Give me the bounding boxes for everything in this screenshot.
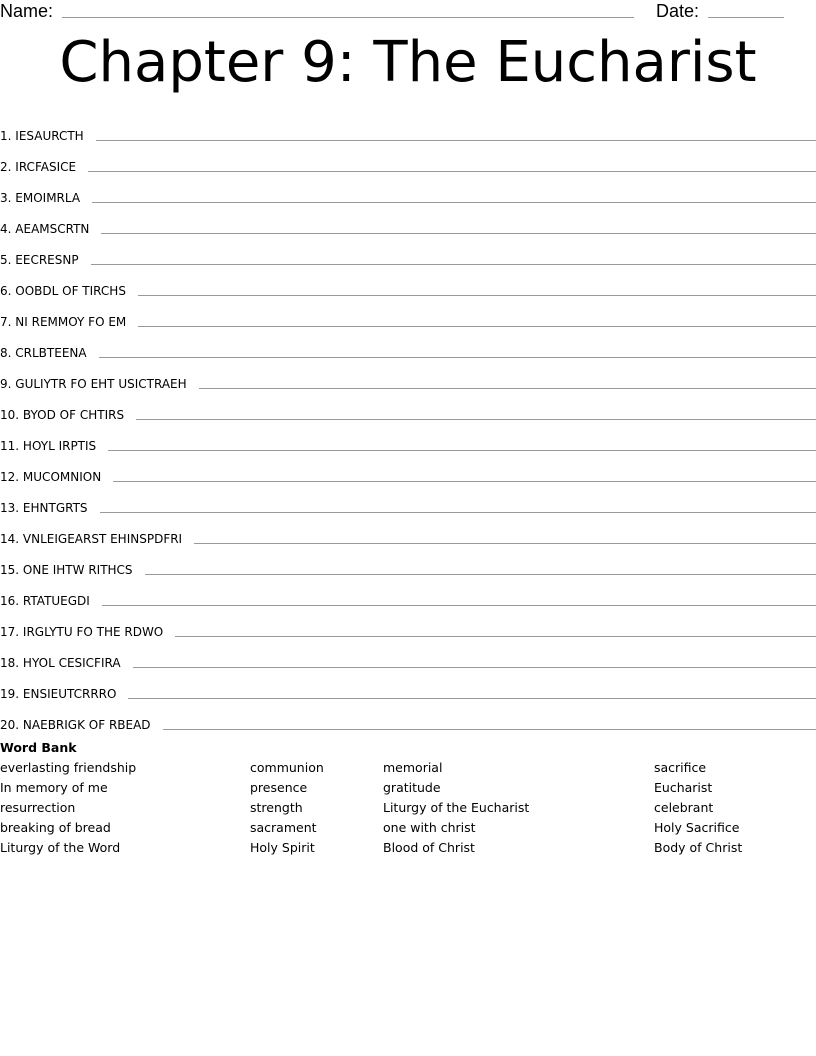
- question-row: [0, 205, 816, 236]
- name-label: Name:: [0, 1, 54, 21]
- question-number: 16.: [0, 594, 20, 608]
- answer-line[interactable]: [100, 511, 816, 513]
- question-number: 15.: [0, 563, 20, 577]
- word-bank-item: Holy Spirit: [250, 840, 315, 855]
- answer-line[interactable]: [91, 263, 816, 265]
- scrambled-word: HYOL CESICFIRA: [22, 656, 121, 670]
- question-row: [0, 391, 816, 422]
- question-number: 7.: [0, 315, 12, 329]
- question-row: [0, 484, 816, 515]
- word-bank-title: Word Bank: [0, 740, 77, 755]
- question-row: [0, 112, 816, 143]
- question-row: [0, 143, 816, 174]
- word-bank-item: communion: [250, 760, 324, 775]
- question-row: [0, 515, 816, 546]
- question-row: [0, 267, 816, 298]
- scrambled-word: BYOD OF CHTIRS: [22, 408, 125, 422]
- scrambled-word: EECRESNP: [15, 253, 79, 267]
- answer-line[interactable]: [145, 573, 816, 575]
- question-row: [0, 577, 816, 608]
- word-bank-item: Body of Christ: [654, 840, 743, 855]
- scrambled-word: GULIYTR FO EHT USICTRAEH: [15, 377, 187, 391]
- answer-line[interactable]: [113, 480, 816, 482]
- question-row: [0, 546, 816, 577]
- question-number: 19.: [0, 687, 20, 701]
- scrambled-word: ENSIEUTCRRRO: [22, 687, 117, 701]
- date-label: Date:: [656, 1, 700, 21]
- answer-line[interactable]: [92, 201, 816, 203]
- question-row: [0, 639, 816, 670]
- question-number: 17.: [0, 625, 20, 639]
- scrambled-word: OOBDL OF TIRCHS: [15, 284, 126, 298]
- question-number: 11.: [0, 439, 20, 453]
- question-row: [0, 298, 816, 329]
- answer-line[interactable]: [128, 697, 816, 699]
- scrambled-word: MUCOMNION: [22, 470, 102, 484]
- word-bank-item: celebrant: [654, 800, 714, 815]
- word-bank-item: everlasting friendship: [0, 760, 137, 775]
- question-number: 6.: [0, 284, 12, 298]
- word-bank-item: strength: [250, 800, 303, 815]
- word-bank-item: In memory of me: [0, 780, 108, 795]
- question-list: [0, 112, 816, 732]
- question-number: 3.: [0, 191, 12, 205]
- answer-line[interactable]: [136, 418, 816, 420]
- question-row: [0, 701, 816, 732]
- question-number: 5.: [0, 253, 12, 267]
- scrambled-word: VNLEIGEARST EHINSPDFRI: [22, 532, 183, 546]
- word-bank-item: one with christ: [383, 820, 476, 835]
- question-row: [0, 453, 816, 484]
- answer-line[interactable]: [199, 387, 816, 389]
- question-number: 2.: [0, 160, 12, 174]
- question-number: 18.: [0, 656, 20, 670]
- word-bank-item: resurrection: [0, 800, 76, 815]
- question-number: 8.: [0, 346, 12, 360]
- scrambled-word: IESAURCTH: [15, 129, 84, 143]
- question-number: 9.: [0, 377, 12, 391]
- word-bank-item: sacrifice: [654, 760, 707, 775]
- question-row: [0, 236, 816, 267]
- word-bank-item: breaking of bread: [0, 820, 111, 835]
- question-number: 20.: [0, 718, 20, 732]
- answer-line[interactable]: [99, 356, 816, 358]
- question-number: 1.: [0, 129, 12, 143]
- question-number: 12.: [0, 470, 20, 484]
- scrambled-word: EMOIMRLA: [15, 191, 81, 205]
- page-title: Chapter 9: The Eucharist: [59, 30, 757, 95]
- name-blank-line[interactable]: [62, 17, 634, 18]
- word-bank-item: Eucharist: [654, 780, 713, 795]
- answer-line[interactable]: [88, 170, 816, 172]
- word-bank-item: gratitude: [383, 780, 441, 795]
- answer-line[interactable]: [138, 294, 816, 296]
- scrambled-word: AEAMSCRTN: [15, 222, 90, 236]
- answer-line[interactable]: [102, 604, 816, 606]
- answer-line[interactable]: [96, 139, 816, 141]
- question-row: [0, 608, 816, 639]
- question-number: 14.: [0, 532, 20, 546]
- scrambled-word: HOYL IRPTIS: [22, 439, 97, 453]
- scrambled-word: ONE IHTW RITHCS: [22, 563, 133, 577]
- header: [0, 0, 816, 24]
- scrambled-word: IRGLYTU FO THE RDWO: [22, 625, 164, 639]
- answer-line[interactable]: [108, 449, 816, 451]
- scrambled-word: NAEBRIGK OF RBEAD: [22, 718, 151, 732]
- word-bank-item: memorial: [383, 760, 443, 775]
- question-row: [0, 329, 816, 360]
- answer-line[interactable]: [101, 232, 816, 234]
- word-bank-item: Liturgy of the Eucharist: [383, 800, 530, 815]
- word-bank-item: Blood of Christ: [383, 840, 475, 855]
- scrambled-word: RTATUEGDI: [22, 594, 90, 608]
- answer-line[interactable]: [133, 666, 816, 668]
- question-row: [0, 670, 816, 701]
- word-bank-item: sacrament: [250, 820, 317, 835]
- scrambled-word: EHNTGRTS: [22, 501, 88, 515]
- question-row: [0, 174, 816, 205]
- word-bank-item: presence: [250, 780, 308, 795]
- answer-line[interactable]: [138, 325, 816, 327]
- answer-line[interactable]: [194, 542, 816, 544]
- question-number: 13.: [0, 501, 20, 515]
- scrambled-word: IRCFASICE: [15, 160, 77, 174]
- question-row: [0, 360, 816, 391]
- scrambled-word: CRLBTEENA: [15, 346, 87, 360]
- question-row: [0, 422, 816, 453]
- question-number: 10.: [0, 408, 20, 422]
- answer-line[interactable]: [175, 635, 816, 637]
- question-number: 4.: [0, 222, 12, 236]
- word-bank-item: Liturgy of the Word: [0, 840, 121, 855]
- word-bank-item: Holy Sacrifice: [654, 820, 740, 835]
- scrambled-word: NI REMMOY FO EM: [15, 315, 127, 329]
- word-bank: [0, 740, 816, 860]
- answer-line[interactable]: [163, 728, 816, 730]
- date-blank-line[interactable]: [708, 17, 784, 18]
- word-bank-grid: [0, 760, 816, 860]
